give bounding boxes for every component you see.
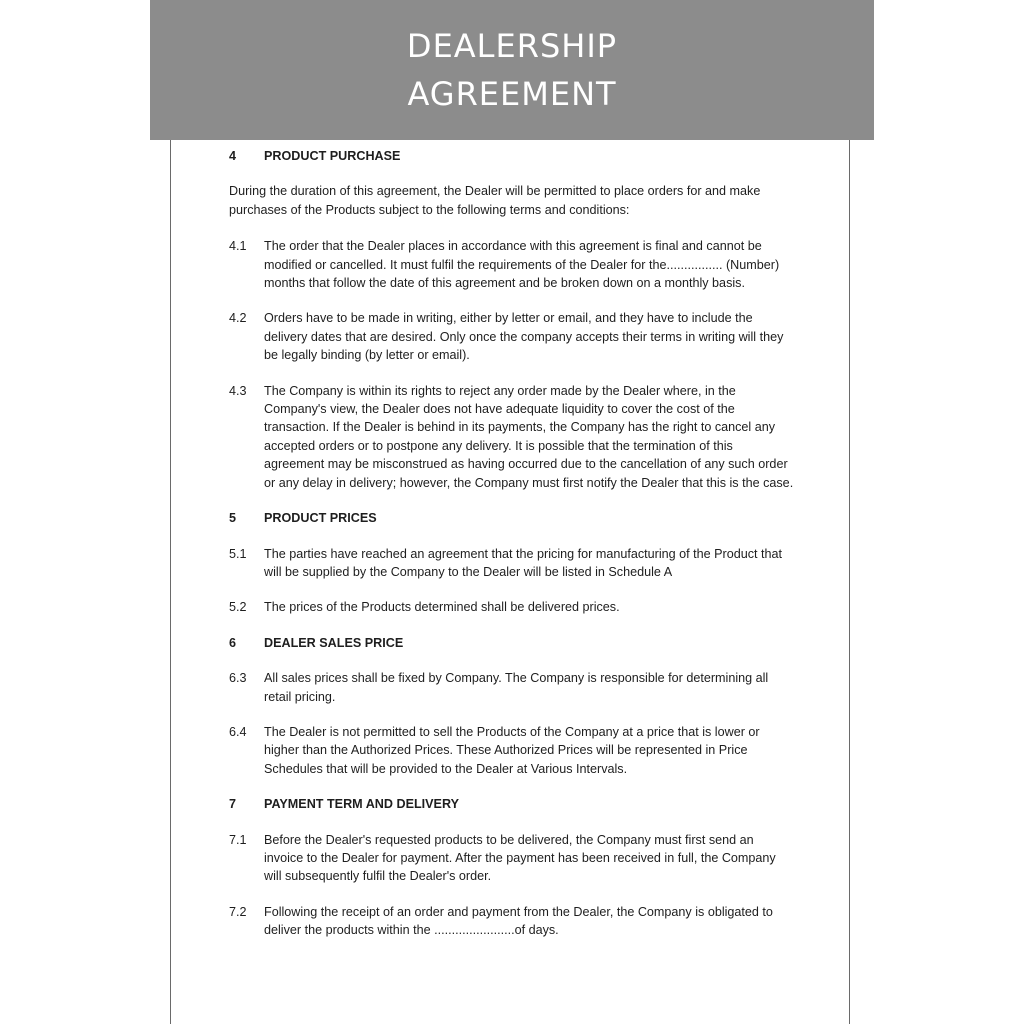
section-number: 4 (229, 149, 237, 163)
clause-text: Orders have to be made in writing, either by letter or email, and they have to include the delivery dates that are desired. Only once the company accepts their terms in writing will they be legally binding (by letter or email). (264, 311, 784, 363)
section-title: DEALER SALES PRICE (264, 635, 404, 650)
section-heading-4 (229, 147, 795, 165)
clause-number: 7.2 (229, 904, 247, 919)
section-heading-5 (229, 509, 795, 527)
clause-text: The Dealer is not permitted to sell the Products of the Company at a price that is lower or higher than the Authorized Prices. These Authorized Prices will be represented in Price Schedules that will be provided to the Dealer at Various Intervals. (264, 724, 760, 776)
section-title: PRODUCT PRICES (264, 511, 377, 526)
clause-7-1 (229, 831, 795, 886)
section-number: 6 (229, 635, 237, 650)
title-banner (150, 0, 874, 140)
banner-title-line-2: AGREEMENT (407, 75, 617, 113)
clause-number: 7.1 (229, 832, 247, 847)
clause-text: The order that the Dealer places in accordance with this agreement is final and cannot be modified or cancelled. It must fulfil the requirements of the Dealer for the................ (Number) months that follow the date of this agreement and be broken down on a monthly basis. (264, 239, 780, 291)
clause-number: 4.2 (229, 311, 247, 326)
clause-text: All sales prices shall be fixed by Company. The Company is responsible for determining all retail pricing. (264, 671, 769, 704)
clause-7-2 (229, 903, 795, 940)
clause-4-2 (229, 309, 795, 364)
section-number: 5 (229, 511, 237, 526)
clause-number: 5.2 (229, 600, 247, 615)
clause-5-1 (229, 545, 795, 582)
clause-6-4 (229, 723, 795, 778)
section-title: PAYMENT TERM AND DELIVERY (264, 797, 459, 812)
section-heading-7 (229, 795, 795, 813)
clause-4-1 (229, 237, 795, 292)
clause-4-3 (229, 382, 795, 492)
section-title: PRODUCT PURCHASE (264, 149, 401, 163)
clause-text: Following the receipt of an order and payment from the Dealer, the Company is obligated to deliver the products within the .......................of days. (264, 904, 773, 938)
clause-5-2 (229, 598, 795, 616)
clause-number: 5.1 (229, 546, 247, 561)
document-body (229, 147, 795, 957)
clause-text: The Company is within its rights to reject any order made by the Dealer where, in the Company's view, the Dealer does not have adequate liquidity to cover the cost of the transaction. If the Dealer is behind in its payments, the Company has the right to cancel any accepted orders or to postpone any delivery. It is possible that the termination of this agreement may be misconstrued as having occurred due to the cancellation of any such order or any delay in delivery; however, the Company must first notify the Dealer that this is the case. (264, 383, 794, 490)
clause-number: 4.3 (229, 383, 247, 398)
banner-title-line-1: DEALERSHIP (406, 27, 618, 65)
clause-number: 4.1 (229, 239, 247, 254)
section-number: 7 (229, 797, 237, 812)
clause-6-3 (229, 669, 795, 706)
clause-text: The prices of the Products determined shall be delivered prices. (264, 600, 620, 615)
clause-number: 6.4 (229, 724, 247, 739)
section-heading-6 (229, 634, 795, 652)
clause-text: The parties have reached an agreement that the pricing for manufacturing of the Product that will be supplied by the Company to the Dealer will be listed in Schedule A (264, 546, 783, 579)
clause-number: 6.3 (229, 671, 247, 686)
clause-text: Before the Dealer's requested products to be delivered, the Company must first send an invoice to the Dealer for payment. After the payment has been received in full, the Company will subsequently fulfil the Dealer's order. (264, 832, 776, 884)
section-intro: During the duration of this agreement, the Dealer will be permitted to place orders for and make purchases of the Products subject to the following terms and conditions: (229, 184, 761, 217)
